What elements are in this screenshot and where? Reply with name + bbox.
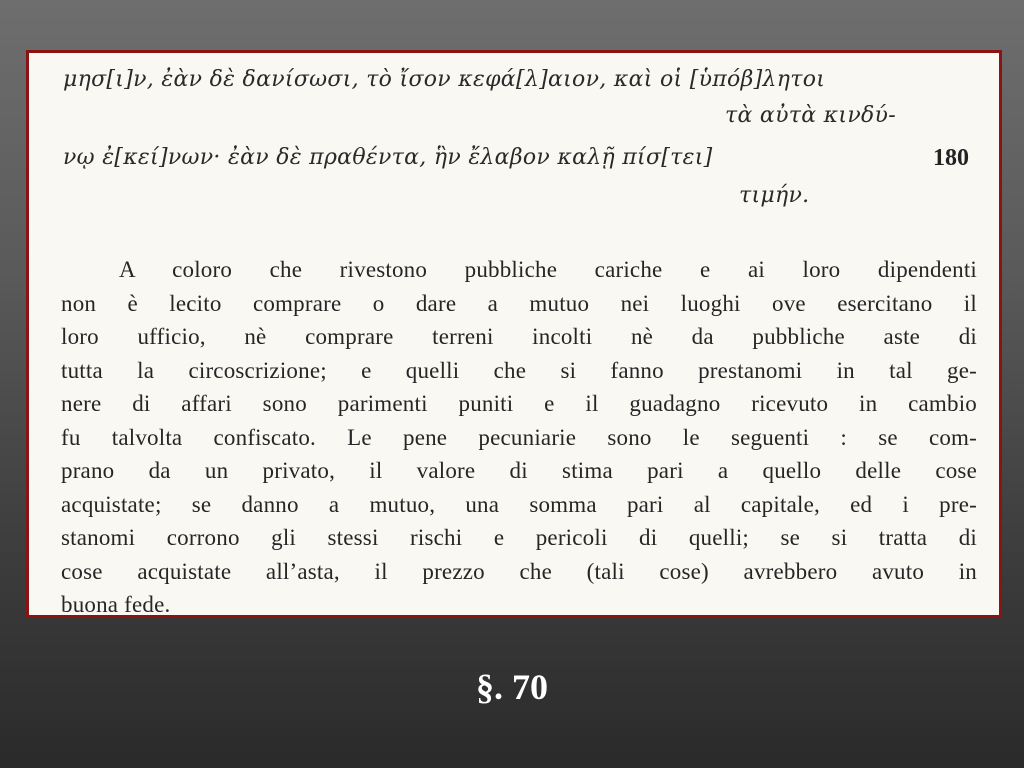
- italian-line: acquistate; se danno a mutuo, una somma pari al capitale, ed i pre-: [61, 491, 977, 517]
- italian-line: buona fede.: [61, 592, 171, 617]
- italian-line: prano da un privato, il valore di stima pari a quello delle cose: [61, 458, 977, 483]
- greek-line-2: τὰ αὐτὰ κινδύ-: [725, 103, 896, 128]
- italian-line: nere di affari sono parimenti puniti e il guadagno ricevuto in cambio: [61, 391, 977, 416]
- greek-text-block: [63, 61, 983, 211]
- section-label: §. 70: [476, 667, 548, 707]
- italian-line: A coloro che rivestono pubbliche cariche e ai loro dipendenti: [119, 257, 977, 282]
- line-number: 180: [933, 145, 969, 171]
- italian-line: fu talvolta confiscato. Le pene pecuniarie sono le seguenti : se com-: [61, 424, 977, 450]
- scanned-page: [26, 50, 1002, 618]
- italian-line: cose acquistate all’asta, il prezzo che (tali cose) avrebbero avuto in: [61, 558, 977, 584]
- greek-line-4: τιμήν.: [739, 183, 810, 208]
- italian-line: non è lecito comprare o dare a mutuo nei luoghi ove esercitano il: [61, 290, 977, 316]
- italian-line: tutta la circoscrizione; e quelli che si fanno prestanomi in tal ge-: [61, 357, 977, 383]
- italian-line: stanomi corrono gli stessi rischi e pericoli di quelli; se si tratta di: [61, 525, 977, 550]
- italian-line: loro ufficio, nè comprare terreni incolti nè da pubbliche aste di: [61, 324, 977, 349]
- greek-line-3: νῳ ἐ[κεί]νων· ἐὰν δὲ πραθέντα, ἣν ἔλαβον καλῇ πίσ[τει]: [63, 145, 713, 170]
- greek-line-1: μησ[ι]ν, ἐὰν δὲ δανίσωσι, τὸ ἴσον κεφά[λ]αιον, καὶ οἱ [ὑπόβ]λητοι: [63, 67, 826, 92]
- italian-translation: [61, 253, 977, 618]
